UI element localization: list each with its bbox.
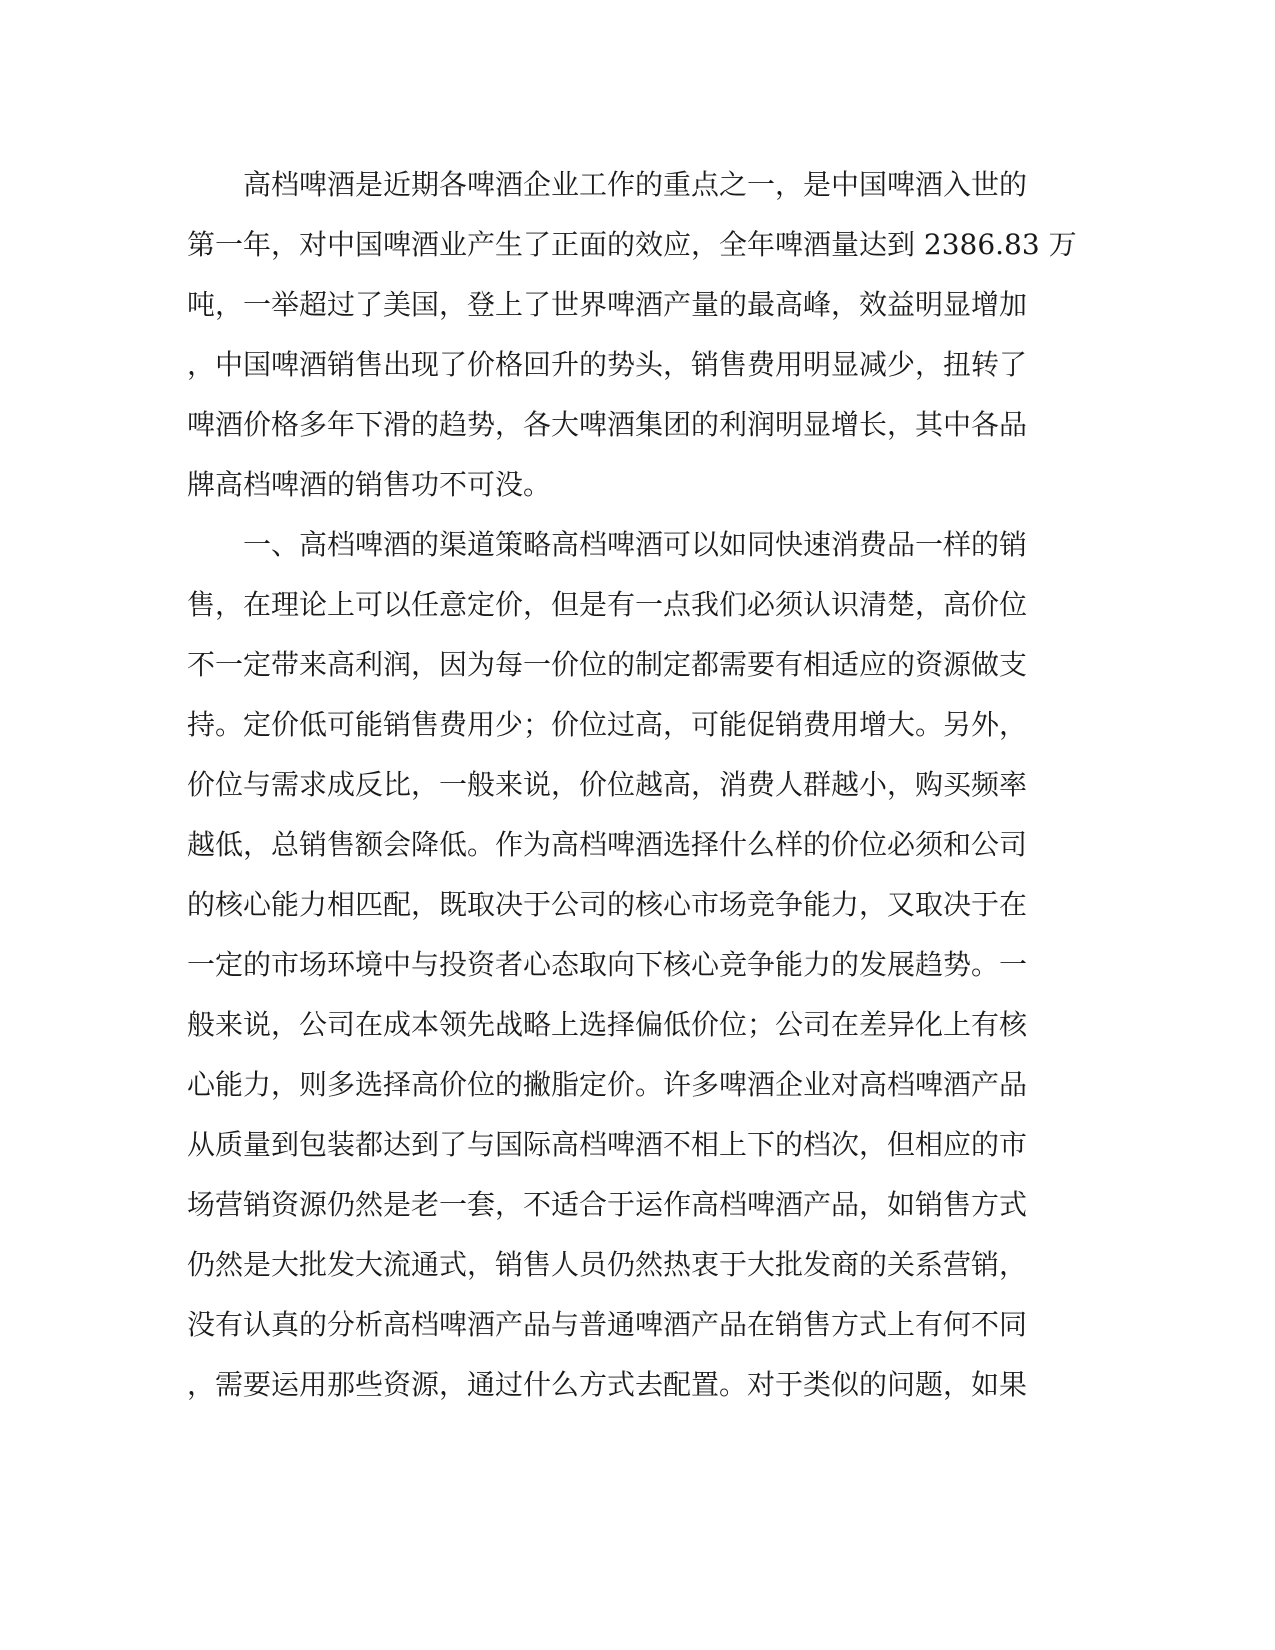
text-line: 一定的市场环境中与投资者心态取向下核心竞争能力的发展趋势。一 <box>187 948 1028 981</box>
text-line: 不一定带来高利润，因为每一价位的制定都需要有相适应的资源做支 <box>187 648 1028 681</box>
text-line: 般来说，公司在成本领先战略上选择偏低价位；公司在差异化上有核 <box>187 1008 1028 1041</box>
document-body <box>187 155 1077 1415</box>
text-line: 的核心能力相匹配，既取决于公司的核心市场竞争能力，又取决于在 <box>187 888 1028 921</box>
text-line: 没有认真的分析高档啤酒产品与普通啤酒产品在销售方式上有何不同 <box>187 1308 1028 1341</box>
text-line: 第一年，对中国啤酒业产生了正面的效应，全年啤酒量达到 2386.83 万 <box>187 228 1077 261</box>
text-line: 吨，一举超过了美国，登上了世界啤酒产量的最高峰，效益明显增加 <box>187 288 1028 321</box>
text-line: 心能力，则多选择高价位的撇脂定价。许多啤酒企业对高档啤酒产品 <box>187 1068 1028 1101</box>
text-line: 越低，总销售额会降低。作为高档啤酒选择什么样的价位必须和公司 <box>187 828 1028 861</box>
text-line: 高档啤酒是近期各啤酒企业工作的重点之一，是中国啤酒入世的 <box>187 168 1028 201</box>
text-line: 仍然是大批发大流通式，销售人员仍然热衷于大批发商的关系营销， <box>187 1248 1028 1281</box>
text-line: ，需要运用那些资源，通过什么方式去配置。对于类似的问题，如果 <box>187 1368 1028 1401</box>
text-line: 啤酒价格多年下滑的趋势，各大啤酒集团的利润明显增长，其中各品 <box>187 408 1028 441</box>
text-line: 价位与需求成反比，一般来说，价位越高，消费人群越小，购买频率 <box>187 768 1028 801</box>
text-line: 售，在理论上可以任意定价，但是有一点我们必须认识清楚，高价位 <box>187 588 1028 621</box>
paragraph-1 <box>187 155 1077 515</box>
text-line: 从质量到包装都达到了与国际高档啤酒不相上下的档次，但相应的市 <box>187 1128 1028 1161</box>
text-line: 持。定价低可能销售费用少；价位过高，可能促销费用增大。另外， <box>187 708 1028 741</box>
text-line: 一、高档啤酒的渠道策略高档啤酒可以如同快速消费品一样的销 <box>187 528 1028 561</box>
text-line: 场营销资源仍然是老一套，不适合于运作高档啤酒产品，如销售方式 <box>187 1188 1028 1221</box>
text-line: ，中国啤酒销售出现了价格回升的势头，销售费用明显减少，扭转了 <box>187 348 1028 381</box>
paragraph-2 <box>187 515 1067 1415</box>
text-line: 牌高档啤酒的销售功不可没。 <box>187 468 552 501</box>
